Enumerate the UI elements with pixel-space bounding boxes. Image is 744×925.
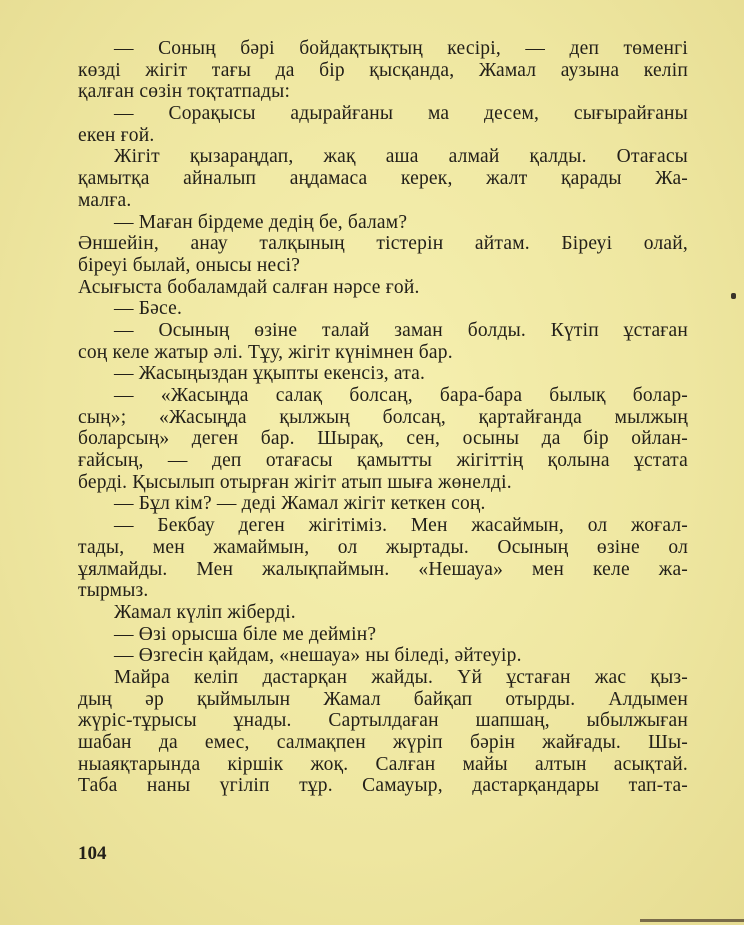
text-line: қалған сөзін тоқтатпады: bbox=[78, 81, 291, 103]
text-line: сың»; «Жасыңда қылжың болсаң, қартайғанда мылжың bbox=[78, 406, 688, 428]
text-line: Әншейін, анау талқының тістерін айтам. Біреуі олай, bbox=[78, 233, 688, 255]
text-line: жүріс-тұрысы ұнады. Сартылдаған шапшаң, ыбылжыған bbox=[78, 710, 688, 732]
text-line: шабан да емес, салмақпен жүріп бәрін жайғады. Шы- bbox=[78, 732, 688, 753]
text-line: — Бекбау деген жігітіміз. Мен жасаймын, ол жоғал- bbox=[114, 515, 688, 537]
text-line: ұялмайды. Мен жалықпаймын. «Нешауа» мен келе жа- bbox=[78, 558, 688, 580]
text-line: көзді жігіт тағы да бір қысқанда, Жамал аузына келіп bbox=[78, 59, 688, 81]
text-line: қамытқа айналып аңдамаса керек, жалт қарады Жа- bbox=[78, 168, 688, 190]
text-line: ныаяқтарында кіршік жоқ. Салған майы алтын асықтай. bbox=[78, 753, 688, 775]
text-line: — Өзгесін қайдам, «нешауа» ны біледі, әйтеуір. bbox=[114, 645, 522, 667]
text-line: — «Жасыңда салақ болсаң, бара-бара былық болар- bbox=[114, 385, 688, 406]
text-line: боларсың» деген бар. Шырақ, сен, осыны да бір ойлан- bbox=[78, 428, 688, 450]
text-line: — Сорақысы адырайғаны ма десем, сығырайғаны bbox=[114, 103, 688, 125]
text-line: — Бұл кім? — деді Жамал жігіт кеткен соң. bbox=[114, 493, 486, 515]
text-line: Майра келіп дастарқан жайды. Үй ұстаған жас қыз- bbox=[114, 666, 688, 688]
text-line: Таба наны үгіліп тұр. Самауыр, дастарқандары тап-та- bbox=[78, 775, 688, 797]
text-line: берді. Қысылып отырған жігіт атып шыға жөнелді. bbox=[78, 471, 512, 493]
text-line: Асығыста бобаламдай салған нәрсе ғой. bbox=[78, 276, 420, 298]
text-line: малға. bbox=[78, 189, 132, 211]
text-line: дың әр қыймылын Жамал байқап отырды. Алдымен bbox=[78, 688, 688, 710]
text-line: екен ғой. bbox=[78, 124, 155, 146]
text-line: — Осының өзіне талай заман болды. Күтіп ұстаған bbox=[114, 319, 688, 341]
page-number: 104 bbox=[78, 843, 107, 864]
text-block bbox=[78, 38, 688, 797]
page-edge bbox=[640, 919, 744, 922]
text-line: тырмыз. bbox=[78, 580, 149, 602]
text-line: — Өзі орысша біле ме деймін? bbox=[114, 623, 377, 645]
text-line: — Жасыңыздан ұқыпты екенсіз, ата. bbox=[114, 363, 426, 385]
text-line: Жігіт қызараңдап, жақ аша алмай қалды. Отағасы bbox=[114, 146, 688, 168]
text-line: Жамал күліп жіберді. bbox=[114, 601, 296, 623]
text-line: біреуі былай, онысы несі? bbox=[78, 254, 301, 276]
text-line: — Маған бірдеме дедің бе, балам? bbox=[114, 211, 408, 233]
text-line: соң келе жатыр әлі. Тұу, жігіт күнімнен бар. bbox=[78, 341, 453, 363]
text-line: — Бәсе. bbox=[114, 298, 183, 320]
text-line: тады, мен жамаймын, ол жыртады. Осының өзіне ол bbox=[78, 536, 688, 558]
ink-mark bbox=[731, 293, 736, 299]
text-line: ғайсың, — деп отағасы қамытты жігіттің қолына ұстата bbox=[78, 450, 688, 472]
text-line: — Соның бәрі бойдақтықтың кесірі, — деп төменгі bbox=[114, 38, 688, 59]
